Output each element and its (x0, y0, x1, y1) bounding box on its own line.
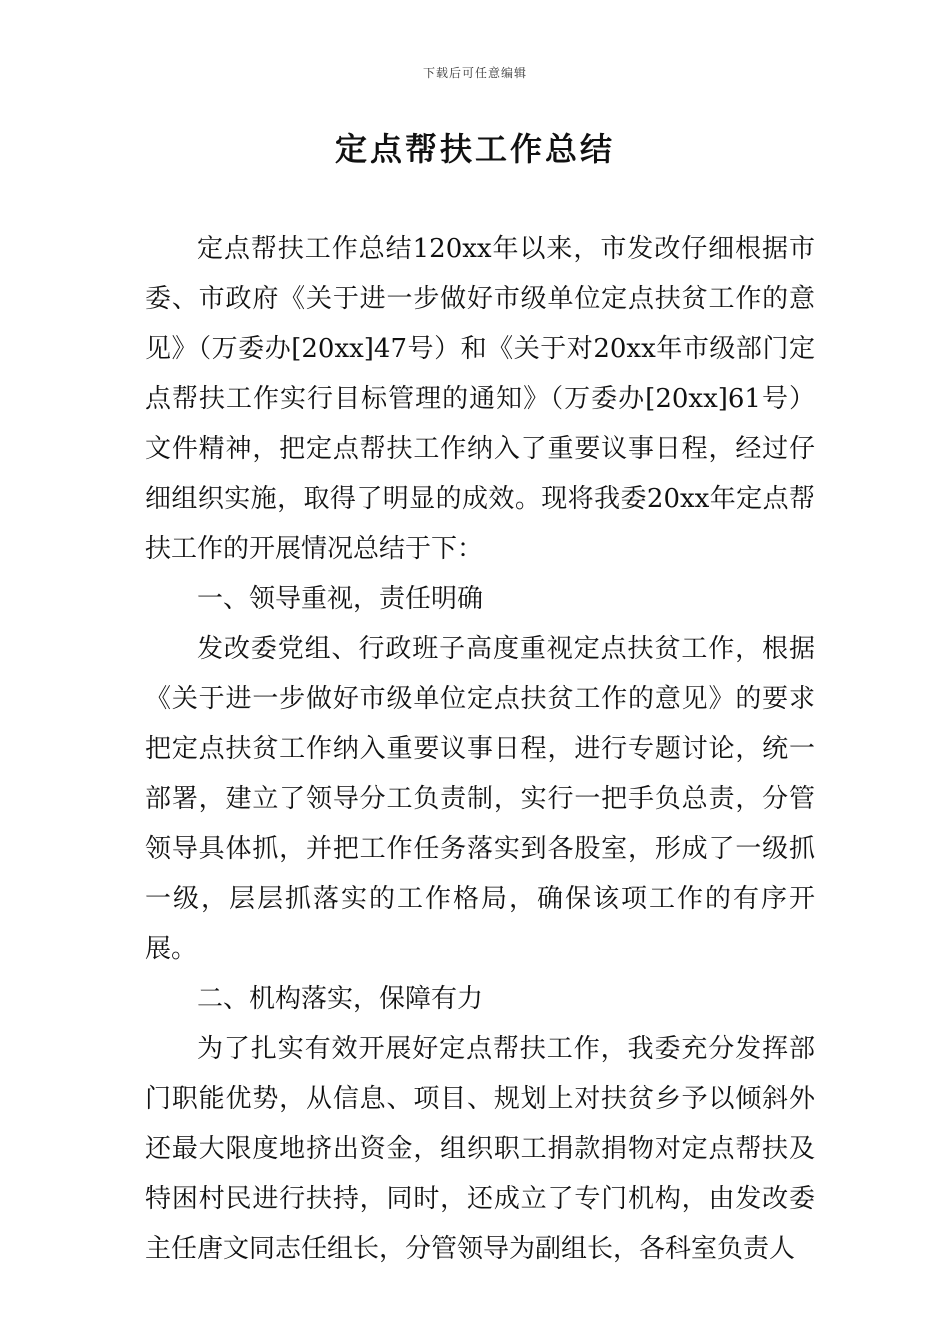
section-heading-1: 一、领导重视，责任明确 (197, 584, 484, 614)
section-heading-2: 二、机构落实，保障有力 (197, 984, 484, 1014)
header-note: 下载后可任意编辑 (422, 66, 527, 80)
document-body (145, 224, 815, 1274)
section-1-paragraph: 发改委党组、行政班子高度重视定点扶贫工作，根据《关于进一步做好市级单位定点扶贫工作的意见》的要求把定点扶贫工作纳入重要议事日程，进行专题讨论，统一部署，建立了领导分工负责制，实行一把手负总责，分管领导具体抓，并把工作任务落实到各股室，形成了一级抓一级，层层抓落实的工作格局，确保该项工作的有序开展。 (145, 634, 815, 964)
intro-paragraph: 定点帮扶工作总结120xx年以来，市发改仔细根据市委、市政府《关于进一步做好市级单位定点扶贫工作的意见》（万委办[20xx]47号）和《关于对20xx年市级部门定点帮扶工作实行目标管理的通知》（万委办[20xx]61号）文件精神，把定点帮扶工作纳入了重要议事日程，经过仔细组织实施，取得了明显的成效。现将我委20xx年定点帮扶工作的开展情况总结于下： (145, 234, 815, 564)
section-2-paragraph: 为了扎实有效开展好定点帮扶工作，我委充分发挥部门职能优势，从信息、项目、规划上对扶贫乡予以倾斜外还最大限度地挤出资金，组织职工捐款捐物对定点帮扶及特困村民进行扶持，同时，还成立了专门机构，由发改委主任唐文同志任组长，分管领导为副组长，各科室负责人 (145, 1034, 815, 1264)
document-title: 定点帮扶工作总结 (334, 130, 615, 168)
